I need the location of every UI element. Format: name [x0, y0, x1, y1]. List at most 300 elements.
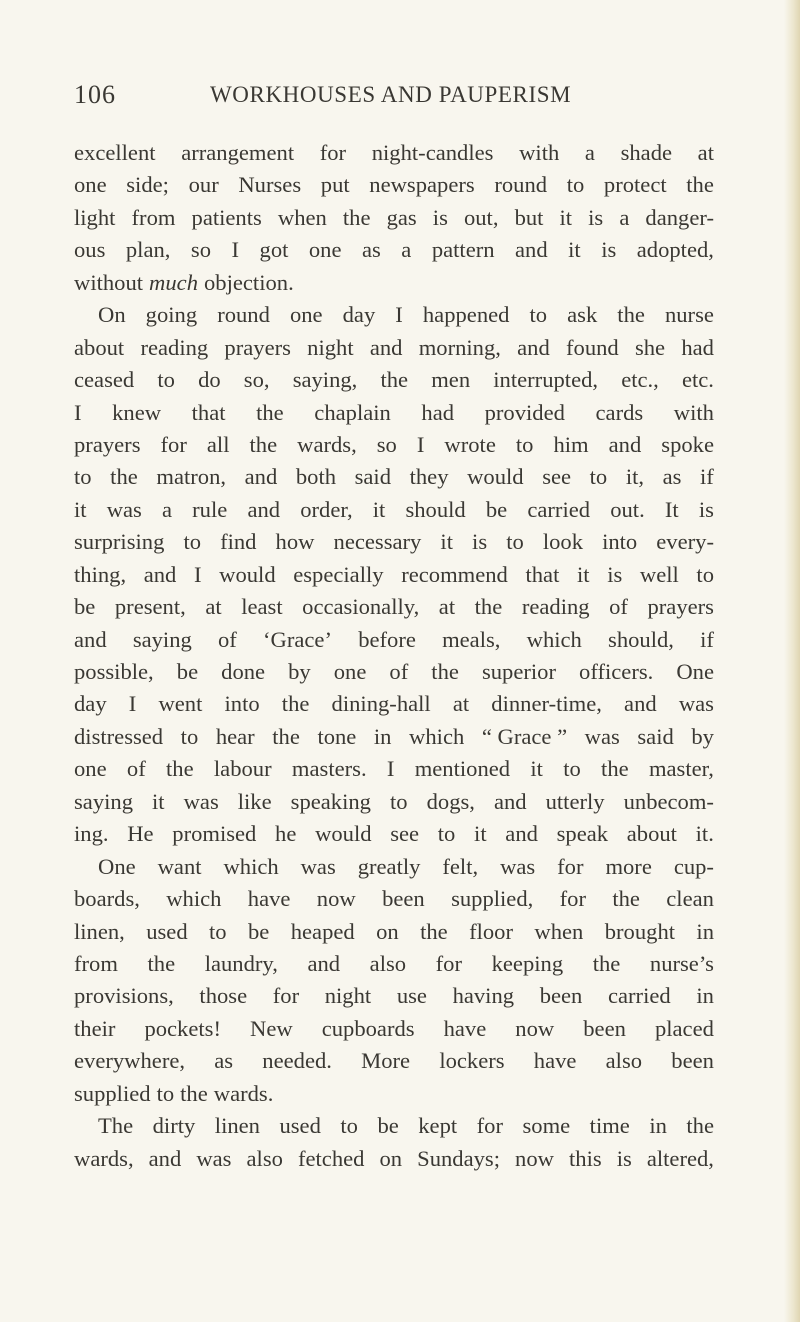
- word: dirty: [152, 1113, 196, 1139]
- word: dinner-time,: [491, 691, 602, 717]
- word: to: [696, 561, 714, 587]
- word: him: [553, 431, 589, 457]
- word: in: [373, 723, 392, 749]
- word: was: [678, 691, 714, 717]
- running-head: [74, 80, 714, 120]
- word: promised: [172, 821, 257, 847]
- word: to: [209, 918, 227, 944]
- text-line: [74, 980, 714, 1012]
- word: for: [435, 950, 463, 976]
- word: prayers: [224, 334, 291, 360]
- word: surprising: [74, 529, 165, 555]
- text-line: [74, 818, 714, 850]
- word: our: [188, 172, 219, 198]
- word: so,: [243, 367, 270, 393]
- word: now: [316, 886, 356, 912]
- word: morning,: [418, 334, 501, 360]
- text-line: [74, 234, 714, 266]
- word: kept: [418, 1113, 458, 1139]
- word: now: [515, 1015, 555, 1041]
- word: in: [649, 1113, 667, 1139]
- word: by: [288, 659, 311, 684]
- word: been: [583, 1015, 626, 1041]
- word: with: [519, 140, 560, 165]
- text-line: [74, 1078, 714, 1110]
- word: superior: [481, 659, 556, 684]
- word: a: [584, 140, 595, 165]
- word: provided: [484, 399, 565, 425]
- word: pattern: [431, 237, 495, 263]
- page-edge-shading: [784, 0, 800, 1322]
- word: the: [272, 723, 300, 749]
- word: objection.: [204, 269, 294, 295]
- word: it: [440, 529, 453, 555]
- word: saying,: [292, 367, 358, 393]
- word: the: [110, 464, 138, 490]
- word: adopted,: [636, 237, 714, 263]
- word: put: [320, 172, 350, 198]
- word: altered,: [646, 1145, 714, 1171]
- word: brought: [604, 918, 676, 944]
- word: about: [74, 334, 125, 360]
- word: one: [333, 659, 367, 684]
- word: was: [183, 788, 219, 814]
- word: out.: [610, 496, 645, 522]
- word: every-: [656, 529, 714, 555]
- word: find: [220, 529, 257, 555]
- word: danger-: [645, 204, 714, 230]
- word: into: [602, 529, 638, 555]
- word: to: [183, 529, 202, 555]
- word: should: [405, 496, 466, 522]
- word: which: [409, 723, 465, 749]
- text-line: [74, 169, 714, 201]
- word: It: [664, 496, 679, 522]
- word: of: [218, 626, 237, 652]
- word: had: [421, 399, 455, 425]
- word: at: [452, 691, 470, 717]
- word: at: [697, 140, 714, 165]
- word: speak: [556, 821, 609, 847]
- word: I: [193, 561, 202, 587]
- word: is: [616, 1145, 632, 1171]
- word: the: [180, 1080, 208, 1106]
- word: lockers: [439, 1048, 505, 1074]
- word: day: [74, 691, 107, 717]
- word: dining-hall: [331, 691, 431, 717]
- word: from: [131, 204, 176, 230]
- word: thing,: [74, 561, 127, 587]
- word: use: [396, 983, 427, 1009]
- word: supplied,: [451, 886, 534, 912]
- word: want: [157, 853, 202, 879]
- word: do: [198, 367, 221, 393]
- word: linen,: [74, 918, 125, 944]
- word: side;: [126, 172, 169, 198]
- word: ceased: [74, 367, 135, 393]
- word: but: [514, 204, 544, 230]
- word: for: [559, 886, 586, 912]
- word: said: [354, 464, 392, 490]
- text-line: [74, 1013, 714, 1045]
- word: wards,: [297, 431, 357, 457]
- word: the: [380, 367, 409, 393]
- word: meals,: [442, 626, 501, 652]
- word: all: [206, 431, 230, 457]
- word: is: [432, 204, 448, 230]
- word: carried: [607, 983, 671, 1009]
- word: in: [696, 918, 714, 944]
- word: cup-: [673, 853, 714, 879]
- word: at: [205, 594, 222, 620]
- word: and: [608, 431, 642, 457]
- text-line: [74, 948, 714, 980]
- word: also: [246, 1145, 283, 1171]
- word: arrangement: [181, 140, 295, 165]
- word: needed.: [262, 1048, 332, 1074]
- word: that: [191, 399, 226, 425]
- word: would: [467, 464, 524, 490]
- word: speaking: [290, 788, 371, 814]
- word: it: [474, 821, 487, 847]
- word: supplied: [74, 1080, 151, 1106]
- word: I: [386, 756, 395, 782]
- running-title: WORKHOUSES AND PAUPERISM: [210, 82, 572, 107]
- text-line: [74, 1045, 714, 1077]
- word: have: [247, 886, 291, 912]
- text-line: [74, 688, 714, 720]
- word: distressed: [74, 723, 164, 749]
- word: and: [244, 464, 278, 490]
- word: officers.: [579, 659, 654, 684]
- word: possible,: [74, 659, 154, 684]
- word: with: [673, 399, 714, 425]
- word: when: [277, 204, 327, 230]
- word: the: [249, 431, 278, 457]
- word: linen: [214, 1113, 260, 1139]
- word: without: [74, 269, 144, 295]
- word: “ Grace ”: [481, 723, 568, 749]
- word: of: [126, 756, 146, 782]
- word: for: [557, 853, 584, 879]
- word: keeping: [491, 950, 564, 976]
- word: time: [589, 1113, 630, 1139]
- word: He: [127, 821, 154, 847]
- word: the: [612, 886, 640, 912]
- word: it: [577, 561, 590, 587]
- word: ‘Grace’: [263, 626, 332, 652]
- word: as: [214, 1048, 234, 1074]
- word: saying: [74, 788, 133, 814]
- word: happened: [422, 302, 510, 328]
- word: for: [319, 140, 347, 165]
- word: it: [372, 496, 386, 522]
- word: interrupted,: [493, 367, 599, 393]
- word: labour: [213, 756, 272, 782]
- word: have: [533, 1048, 577, 1074]
- word: hear: [215, 723, 255, 749]
- word: and: [493, 788, 527, 814]
- word: to: [390, 788, 408, 814]
- word: spoke: [661, 431, 714, 457]
- body-text: [74, 137, 714, 1175]
- word: be: [248, 918, 270, 944]
- word: been: [671, 1048, 714, 1074]
- word: The: [98, 1113, 134, 1139]
- word: to: [566, 172, 585, 198]
- word: utterly: [545, 788, 605, 814]
- word: as: [662, 464, 682, 490]
- word: least: [241, 594, 283, 620]
- word: the: [166, 756, 194, 782]
- word: fetched: [297, 1145, 365, 1171]
- word: in: [696, 983, 714, 1009]
- word: a: [619, 204, 630, 230]
- word: gas: [386, 204, 417, 230]
- word: and: [515, 237, 548, 263]
- word: round: [217, 302, 270, 328]
- word: the: [474, 594, 503, 620]
- word: for: [272, 983, 300, 1009]
- word: reading: [140, 334, 209, 360]
- word: if: [700, 626, 714, 652]
- word: I: [416, 431, 425, 457]
- word: protect: [603, 172, 667, 198]
- text-line: [74, 786, 714, 818]
- word: the: [256, 399, 284, 425]
- word: both: [295, 464, 337, 490]
- word: going: [145, 302, 198, 328]
- word: present,: [114, 594, 186, 620]
- text-line: [74, 721, 714, 753]
- word: it,: [625, 464, 645, 490]
- word: had: [681, 334, 714, 360]
- word: was: [584, 723, 620, 749]
- word: dogs,: [426, 788, 475, 814]
- word: to: [506, 529, 524, 555]
- word: so: [376, 431, 397, 457]
- word: is: [601, 237, 617, 263]
- word: wrote: [444, 431, 496, 457]
- word: occasionally,: [302, 594, 420, 620]
- word: chaplain: [314, 399, 391, 425]
- text-line: [74, 624, 714, 656]
- word: have: [443, 1015, 487, 1041]
- word: order,: [300, 496, 353, 522]
- word: to: [156, 1080, 175, 1106]
- word: I: [74, 399, 82, 425]
- text-line: [74, 429, 714, 461]
- word: been: [382, 886, 425, 912]
- word: light: [74, 204, 116, 230]
- word: on: [379, 1145, 403, 1171]
- word: the: [342, 204, 371, 230]
- word: the: [601, 756, 629, 782]
- word: said: [637, 723, 674, 749]
- word: was: [196, 1145, 232, 1171]
- word: from: [74, 950, 118, 976]
- word: etc.: [681, 367, 714, 393]
- text-line: [74, 916, 714, 948]
- word: I: [395, 302, 403, 328]
- word: floor: [469, 918, 513, 944]
- word: shade: [620, 140, 673, 165]
- word: at: [438, 594, 456, 620]
- word: felt,: [442, 853, 479, 879]
- word: one: [74, 172, 107, 198]
- word: see: [542, 464, 572, 490]
- word: was: [300, 853, 336, 879]
- word: ous: [74, 237, 106, 263]
- word: everywhere,: [74, 1048, 186, 1074]
- word: mentioned: [414, 756, 511, 782]
- word: and: [517, 334, 550, 360]
- word: One: [676, 659, 714, 684]
- word: it.: [695, 821, 714, 847]
- word: boards,: [74, 886, 140, 912]
- word: provisions,: [74, 983, 174, 1009]
- word: that: [525, 561, 560, 587]
- word: on: [376, 918, 399, 944]
- word: would: [219, 561, 276, 587]
- word: laundry,: [204, 950, 278, 976]
- word: unbecom-: [623, 788, 714, 814]
- word: look: [542, 529, 583, 555]
- word: got: [259, 237, 289, 263]
- word: like: [237, 788, 272, 814]
- word: is: [472, 529, 488, 555]
- word: now: [515, 1145, 554, 1171]
- word: One: [98, 853, 136, 879]
- word: and: [74, 626, 107, 652]
- word: having: [452, 983, 515, 1009]
- word: by: [691, 723, 714, 749]
- text-line: [74, 137, 714, 169]
- word: night: [324, 983, 372, 1009]
- word: ing.: [74, 821, 109, 847]
- word: to: [515, 431, 534, 457]
- word: I: [128, 691, 137, 717]
- word: used: [279, 1113, 321, 1139]
- text-line: [74, 883, 714, 915]
- text-line: [74, 461, 714, 493]
- word: placed: [654, 1015, 714, 1041]
- text-line: [74, 1143, 714, 1175]
- word: also: [605, 1048, 643, 1074]
- word: which: [166, 886, 222, 912]
- word: it: [530, 756, 543, 782]
- word: should,: [608, 626, 674, 652]
- word: one: [74, 756, 107, 782]
- word: wards,: [74, 1145, 134, 1171]
- word: so: [190, 237, 212, 263]
- word: plan,: [125, 237, 171, 263]
- word: for: [476, 1113, 503, 1139]
- word: men: [431, 367, 471, 393]
- word: the: [281, 691, 310, 717]
- word: it: [568, 237, 581, 263]
- word: which: [223, 853, 279, 879]
- word: see: [390, 821, 420, 847]
- text-line: [74, 526, 714, 558]
- word: as: [361, 237, 381, 263]
- text-line: [74, 656, 714, 688]
- word: greatly: [357, 853, 421, 879]
- word: went: [158, 691, 203, 717]
- word: to: [74, 464, 92, 490]
- word: Sundays;: [417, 1145, 500, 1171]
- word: to: [180, 723, 199, 749]
- word: and: [148, 1145, 182, 1171]
- word: prayers: [74, 431, 141, 457]
- word: of: [609, 594, 628, 620]
- word: saying: [132, 626, 192, 652]
- word: how: [275, 529, 315, 555]
- word: to: [589, 464, 608, 490]
- word: etc.,: [621, 367, 659, 393]
- word: especially: [293, 561, 384, 587]
- word: was: [500, 853, 536, 879]
- word: reading: [521, 594, 590, 620]
- word: more: [605, 853, 652, 879]
- word: their: [74, 1015, 116, 1041]
- word: ask: [567, 302, 598, 328]
- word: and: [369, 334, 403, 360]
- word: to: [340, 1113, 358, 1139]
- word: be: [176, 659, 199, 684]
- word: been: [539, 983, 583, 1009]
- word: clean: [666, 886, 714, 912]
- word: is: [607, 561, 623, 587]
- word: newspapers: [369, 172, 475, 198]
- word: about: [626, 821, 677, 847]
- word: I: [231, 237, 240, 263]
- word: if: [700, 464, 714, 490]
- word: he: [275, 821, 297, 847]
- word: the: [686, 1113, 714, 1139]
- word: cards: [595, 399, 644, 425]
- word: rule: [192, 496, 228, 522]
- word: matron,: [156, 464, 227, 490]
- word: one: [289, 302, 323, 328]
- word: On: [98, 302, 126, 328]
- word: New: [250, 1015, 293, 1041]
- word: when: [534, 918, 584, 944]
- word: they: [409, 464, 449, 490]
- word: the: [420, 918, 448, 944]
- text-line: [74, 559, 714, 591]
- word: be: [74, 594, 96, 620]
- word: the: [617, 302, 645, 328]
- word: patients: [191, 204, 262, 230]
- word: to: [563, 756, 581, 782]
- word: be: [377, 1113, 399, 1139]
- word: out,: [463, 204, 499, 230]
- word: be: [485, 496, 508, 522]
- text-line: [74, 332, 714, 364]
- word: masters.: [291, 756, 367, 782]
- word: cupboards: [321, 1015, 415, 1041]
- word: heaped: [290, 918, 355, 944]
- word: is: [588, 204, 604, 230]
- text-line: [74, 1110, 714, 1142]
- text-line: [74, 299, 714, 331]
- word: some: [522, 1113, 571, 1139]
- word: used: [146, 918, 188, 944]
- text-line: [74, 202, 714, 234]
- word: and: [307, 950, 341, 976]
- word: nurse: [664, 302, 714, 328]
